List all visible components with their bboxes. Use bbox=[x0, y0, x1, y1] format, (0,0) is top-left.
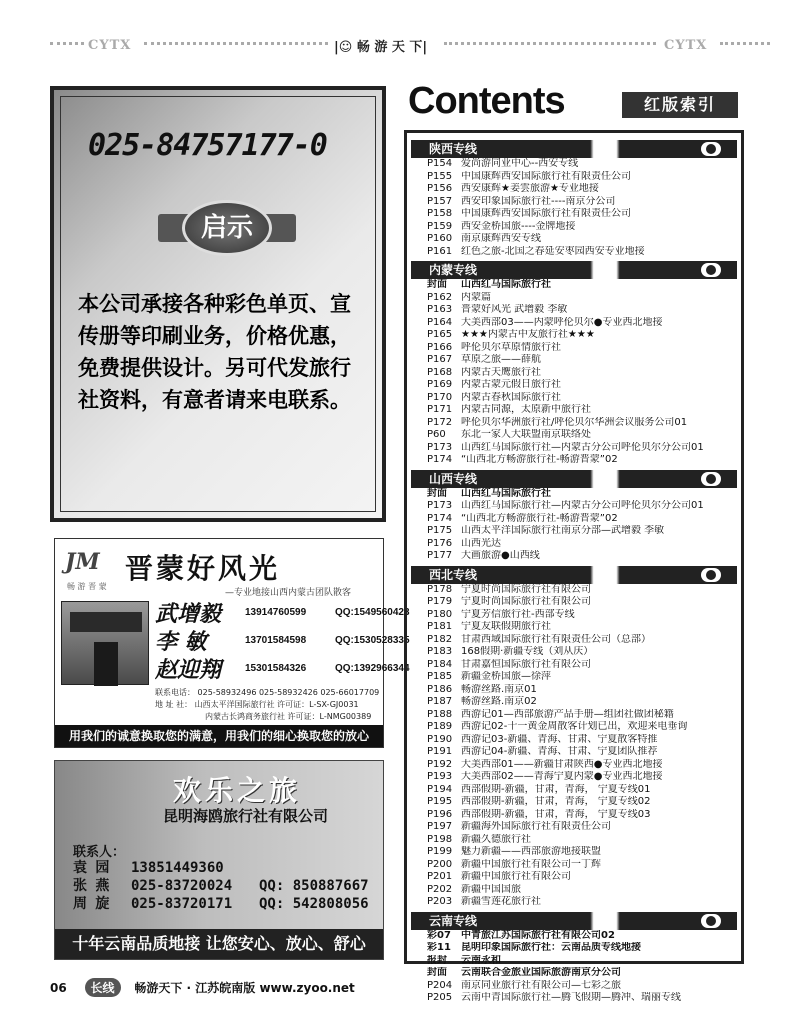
toc-page: P195 bbox=[427, 796, 453, 807]
toc-text: 内蒙古春秋国际旅行社 bbox=[461, 391, 561, 403]
toc-section-title: 云南专线 bbox=[429, 913, 478, 928]
contact-qq: QQ: 542808056 bbox=[259, 896, 369, 912]
toc-entry[interactable] bbox=[411, 233, 737, 246]
toc-text: 西游记01—西部旅游产品手册—组团社做团秘籍 bbox=[461, 708, 674, 720]
toc-page: P202 bbox=[427, 883, 453, 895]
contact-qq: QQ: 850887667 bbox=[259, 878, 369, 894]
contact-phone: 13701584598 bbox=[245, 635, 307, 646]
toc-section-title: 陕西专线 bbox=[429, 142, 478, 156]
contact-qq: QQ:1392966344 bbox=[335, 663, 410, 674]
section-tag: 长线 bbox=[85, 978, 121, 997]
toc-page: P181 bbox=[427, 621, 453, 632]
toc-entry[interactable] bbox=[411, 609, 737, 622]
toc-page: P196 bbox=[427, 808, 453, 820]
toc-page: 彩07 bbox=[427, 929, 451, 941]
contact-name: 袁 园 bbox=[73, 860, 110, 876]
toc-section-title: 山西专线 bbox=[429, 471, 478, 486]
toc-page: P192 bbox=[427, 758, 453, 770]
toc-text: 南京康辉西安专线 bbox=[461, 233, 541, 244]
toc-entry[interactable] bbox=[411, 367, 737, 380]
contact-qq: QQ:1530528335 bbox=[335, 635, 410, 646]
toc-page: P157 bbox=[427, 195, 453, 207]
notice-ribbon bbox=[158, 200, 296, 256]
kunming-contact bbox=[73, 893, 369, 913]
toc-page: P161 bbox=[427, 245, 453, 257]
toc-text: 山西红马国际旅行社 bbox=[461, 279, 551, 290]
toc-entry[interactable] bbox=[411, 208, 737, 221]
jinmeng-subtitle: —专业地接山西内蒙古团队散客 bbox=[225, 588, 352, 598]
toc-page: P160 bbox=[427, 233, 453, 244]
contact-row bbox=[155, 597, 410, 628]
toc-page: P174 bbox=[427, 454, 453, 465]
header-brand-left: CYTX bbox=[88, 38, 132, 53]
contact-name: 周 旋 bbox=[73, 896, 110, 912]
toc-text: 新疆金桥国旅—徐萍 bbox=[461, 671, 551, 682]
toc-text: 爱尚游同业中心--西安专线 bbox=[461, 158, 579, 169]
toc-entry[interactable] bbox=[411, 292, 737, 305]
toc-page: P179 bbox=[427, 596, 453, 607]
photo-door bbox=[94, 642, 118, 686]
toc-entry[interactable] bbox=[411, 896, 737, 909]
contact-phone: 13851449360 bbox=[131, 860, 224, 876]
notice-phone: 025-84757177-0 bbox=[88, 128, 327, 163]
toc-text: 新疆海外国际旅行社有限责任公司 bbox=[461, 821, 611, 832]
toc-text: 西部假期-新疆，甘肃，青海， 宁夏专线01 bbox=[461, 783, 651, 795]
toc-page: P184 bbox=[427, 658, 453, 670]
section-bullet-icon bbox=[701, 142, 721, 156]
page-header bbox=[0, 33, 800, 57]
toc-entry[interactable] bbox=[411, 646, 737, 659]
toc-entry[interactable] bbox=[411, 796, 737, 809]
table-of-contents bbox=[404, 130, 744, 1003]
toc-text: 宁夏时尚国际旅行社有限公司 bbox=[461, 596, 591, 607]
toc-text: 南京同业旅行社有限公司—七彩之旅 bbox=[461, 979, 621, 991]
toc-entry[interactable] bbox=[411, 196, 737, 209]
toc-text: 西安康辉★姜雲旅游★专业地接 bbox=[461, 183, 599, 194]
building-photo bbox=[61, 601, 149, 685]
toc-page: P173 bbox=[427, 500, 453, 511]
toc-page: P171 bbox=[427, 404, 453, 415]
toc-text: 西游记02-十一黄金周散客计划已出，欢迎来电垂询 bbox=[461, 721, 688, 732]
toc-text: 内蒙篇 bbox=[461, 291, 491, 303]
toc-entry[interactable] bbox=[411, 746, 737, 759]
toc-page: P188 bbox=[427, 708, 453, 720]
toc-text: 山西红马国际旅行社—内蒙古分公司呼伦贝尔分公司01 bbox=[461, 441, 704, 453]
toc-text: 云南联合金旅业国际旅游南京分公司 bbox=[461, 967, 621, 978]
toc-entry[interactable] bbox=[411, 671, 737, 684]
toc-entry[interactable] bbox=[411, 884, 737, 897]
toc-entry[interactable] bbox=[411, 709, 737, 722]
toc-text: 宁夏芳信旅行社-西部专线 bbox=[461, 608, 575, 620]
toc-page: 封面 bbox=[427, 967, 447, 978]
toc-text: 呼伦贝尔草原情旅行社 bbox=[461, 341, 561, 353]
toc-text: 内蒙古蒙元假日旅行社 bbox=[461, 379, 561, 390]
contact-qq: QQ:1549560423 bbox=[335, 607, 410, 618]
toc-text: 大美西部01——新疆甘肃陕西●专业西北地接 bbox=[461, 758, 663, 770]
toc-text: 西安印象国际旅行社----南京分公司 bbox=[461, 195, 616, 207]
section-bullet-icon bbox=[701, 914, 721, 928]
toc-entry[interactable] bbox=[411, 930, 737, 943]
kunming-ad bbox=[54, 760, 384, 960]
toc-page: P193 bbox=[427, 771, 453, 782]
toc-text: 西游记04-新疆、青海、甘肃、宁夏团队推荐 bbox=[461, 746, 658, 757]
toc-entry[interactable] bbox=[411, 992, 737, 1005]
toc-entry[interactable] bbox=[411, 596, 737, 609]
toc-entry[interactable] bbox=[411, 550, 737, 563]
toc-page: P154 bbox=[427, 158, 453, 169]
contact-name: 李 敏 bbox=[155, 629, 207, 655]
toc-text: 呼伦贝尔华洲旅行社/呼伦贝尔华洲会议服务公司01 bbox=[461, 416, 688, 428]
contents-title: Contents bbox=[408, 80, 565, 122]
ribbon-label: 启示 bbox=[182, 200, 272, 256]
toc-text: 东北一家人大联盟南京联络处 bbox=[461, 429, 591, 440]
section-bullet-icon bbox=[701, 472, 721, 486]
toc-text: 甘肃嘉恒国际旅行社有限公司 bbox=[461, 658, 591, 670]
toc-page: 封面 bbox=[427, 279, 447, 290]
kunming-title: 欢乐之旅 bbox=[173, 774, 302, 807]
kunming-company: 昆明海鸥旅行社有限公司 bbox=[163, 807, 329, 825]
toc-entry[interactable] bbox=[411, 759, 737, 772]
toc-text: 西安金桥国旅----金牌地接 bbox=[461, 220, 576, 232]
toc-page: 彩11 bbox=[427, 942, 451, 953]
jinmeng-title: 晋蒙好风光 bbox=[125, 552, 281, 585]
toc-text: 畅游丝路.南京01 bbox=[461, 683, 537, 695]
contact-phone: 025-83720024 bbox=[131, 878, 233, 894]
toc-text: 西部假期-新疆，甘肃，青海， 宁夏专线02 bbox=[461, 796, 651, 807]
toc-text: 宁夏友联假期旅行社 bbox=[461, 621, 551, 632]
toc-entry[interactable] bbox=[411, 967, 737, 980]
toc-text: 山西太平洋国际旅行社南京分部—武增毅 李敏 bbox=[461, 525, 665, 536]
contact-phone: 025-83720171 bbox=[131, 896, 233, 912]
kunming-slogan: 十年云南品质地接 让您安心、放心、舒心 bbox=[55, 929, 383, 959]
header-dots-right2 bbox=[720, 42, 770, 45]
page-number: 06 bbox=[50, 981, 67, 995]
jinmeng-banner: 用我们的诚意换取您的满意，用我们的细心换取您的放心 bbox=[55, 725, 383, 747]
toc-text: 宁夏时尚国际旅行社有限公司 bbox=[461, 583, 591, 595]
toc-text: “山西北方畅游旅行社-畅游晋蒙”02 bbox=[461, 512, 618, 524]
header-brand-right: CYTX bbox=[664, 38, 708, 53]
toc-page: P163 bbox=[427, 304, 453, 315]
toc-entry[interactable] bbox=[411, 454, 737, 467]
toc-page: P174 bbox=[427, 512, 453, 524]
toc-text: 畅游丝路.南京02 bbox=[461, 696, 537, 707]
toc-text: 新疆中国旅行社有限公司一丁辉 bbox=[461, 858, 601, 870]
toc-page: P162 bbox=[427, 291, 453, 303]
toc-entry[interactable] bbox=[411, 488, 737, 501]
toc-section-header bbox=[411, 261, 737, 279]
jinmeng-phones: 联系电话： 025-58932496 025-58932426 025-66017709 bbox=[155, 688, 380, 697]
toc-page: P169 bbox=[427, 379, 453, 390]
toc-entry[interactable] bbox=[411, 354, 737, 367]
toc-page: P155 bbox=[427, 170, 453, 182]
toc-text: 中国康辉西安国际旅行社有限责任公司 bbox=[461, 208, 631, 219]
toc-section-title: 内蒙专线 bbox=[429, 263, 478, 277]
toc-entry[interactable] bbox=[411, 834, 737, 847]
toc-page: P186 bbox=[427, 683, 453, 695]
toc-page: P158 bbox=[427, 208, 453, 219]
toc-entry[interactable] bbox=[411, 171, 737, 184]
toc-entry[interactable] bbox=[411, 379, 737, 392]
publication-info: 畅游天下 · 江苏皖南版 www.zyoo.net bbox=[134, 981, 355, 995]
toc-entry[interactable] bbox=[411, 317, 737, 330]
toc-entry[interactable] bbox=[411, 584, 737, 597]
jinmeng-logo: JM bbox=[65, 549, 100, 575]
toc-page: P182 bbox=[427, 633, 453, 645]
toc-entry[interactable] bbox=[411, 955, 737, 968]
toc-entry[interactable] bbox=[411, 846, 737, 859]
toc-text: 内蒙古天鹰旅行社 bbox=[461, 366, 541, 378]
toc-page: P168 bbox=[427, 366, 453, 378]
toc-entry[interactable] bbox=[411, 404, 737, 417]
toc-page: 封面 bbox=[427, 487, 447, 499]
toc-text: 魅力新疆——西部旅游地接联盟 bbox=[461, 846, 601, 857]
toc-entry[interactable] bbox=[411, 634, 737, 647]
toc-entry[interactable] bbox=[411, 821, 737, 834]
header-center-title: |☺ 畅 游 天 下| bbox=[334, 40, 428, 55]
jinmeng-address-2: 内蒙古长鸿商务旅行社 许可证：L-NMG00389 bbox=[205, 712, 372, 721]
toc-text: 大美西部02——青海宁夏内蒙●专业西北地接 bbox=[461, 771, 663, 782]
toc-page: P187 bbox=[427, 696, 453, 707]
toc-page: P164 bbox=[427, 316, 453, 328]
toc-page: P166 bbox=[427, 341, 453, 353]
kunming-contact bbox=[73, 857, 259, 877]
toc-page: P170 bbox=[427, 391, 453, 403]
toc-text: 中国康辉西安国际旅行社有限责任公司 bbox=[461, 170, 631, 182]
toc-text: 云南中青国际旅行社—腾飞假期—腾冲、瑞丽专线 bbox=[461, 992, 681, 1003]
toc-section-header bbox=[411, 140, 737, 158]
toc-page: P177 bbox=[427, 550, 453, 561]
toc-entry[interactable] bbox=[411, 696, 737, 709]
toc-page: P197 bbox=[427, 821, 453, 832]
jinmeng-logo-text: 畅 游 晋 蒙 bbox=[67, 582, 107, 591]
header-dots-left bbox=[50, 42, 84, 45]
toc-entry[interactable] bbox=[411, 500, 737, 513]
toc-entry[interactable] bbox=[411, 721, 737, 734]
toc-text: 云南永和 bbox=[461, 954, 501, 966]
toc-page: P165 bbox=[427, 329, 453, 340]
toc-text: 山西光达 bbox=[461, 537, 501, 549]
toc-text: 新疆雪莲花旅行社 bbox=[461, 896, 541, 907]
toc-entry[interactable] bbox=[411, 342, 737, 355]
toc-entry[interactable] bbox=[411, 158, 737, 171]
toc-page: P204 bbox=[427, 979, 453, 991]
toc-entry[interactable] bbox=[411, 871, 737, 884]
contact-row bbox=[155, 653, 410, 684]
contact-phone: 15301584326 bbox=[245, 663, 307, 674]
kunming-contact bbox=[73, 875, 369, 895]
toc-section-header bbox=[411, 470, 737, 488]
toc-text: 山西红马国际旅行社—内蒙古分公司呼伦贝尔分公司01 bbox=[461, 500, 704, 511]
toc-entry[interactable] bbox=[411, 538, 737, 551]
toc-text: “山西北方畅游旅行社-畅游晋蒙”02 bbox=[461, 454, 618, 465]
toc-page: P190 bbox=[427, 733, 453, 745]
toc-page: P205 bbox=[427, 992, 453, 1003]
toc-page: P200 bbox=[427, 858, 453, 870]
toc-page: P185 bbox=[427, 671, 453, 682]
header-dots-left2 bbox=[144, 42, 328, 45]
header-dots-right bbox=[444, 42, 656, 45]
toc-page: P178 bbox=[427, 583, 453, 595]
notice-ad bbox=[50, 86, 386, 522]
toc-page: P189 bbox=[427, 721, 453, 732]
toc-page: P159 bbox=[427, 220, 453, 232]
contact-name: 赵迎翔 bbox=[155, 657, 222, 683]
toc-page: P167 bbox=[427, 354, 453, 365]
toc-entry[interactable] bbox=[411, 684, 737, 697]
contact-row bbox=[155, 625, 410, 656]
section-bullet-icon bbox=[701, 263, 721, 277]
toc-text: ★★★内蒙古中友旅行社★★★ bbox=[461, 329, 595, 340]
toc-page: P172 bbox=[427, 416, 453, 428]
toc-page: P180 bbox=[427, 608, 453, 620]
toc-text: 中青旅江苏国际旅行社有限公司02 bbox=[461, 929, 615, 941]
toc-section-title: 西北专线 bbox=[429, 567, 478, 582]
toc-entry[interactable] bbox=[411, 525, 737, 538]
toc-entry[interactable] bbox=[411, 329, 737, 342]
toc-entry[interactable] bbox=[411, 304, 737, 317]
toc-section-header bbox=[411, 566, 737, 584]
toc-page: 报封 bbox=[427, 954, 447, 966]
toc-page: P201 bbox=[427, 871, 453, 882]
toc-page: P175 bbox=[427, 525, 453, 536]
contents-index-label: 红版索引 bbox=[622, 92, 738, 118]
toc-entry[interactable] bbox=[411, 784, 737, 797]
section-bullet-icon bbox=[701, 568, 721, 582]
toc-page: P194 bbox=[427, 783, 453, 795]
toc-entry[interactable] bbox=[411, 392, 737, 405]
toc-text: 新疆中国旅行社有限公司 bbox=[461, 871, 571, 882]
notice-body: 本公司承接各种彩色单页、宣传册等印刷业务，价格优惠，免费提供设计。另可代发旅行社资料，有意者请来电联系。 bbox=[78, 292, 351, 412]
toc-text: 晋蒙好风光 武增毅 李敏 bbox=[461, 304, 568, 315]
toc-text: 甘肃西域国际旅行社有限责任公司（总部） bbox=[461, 633, 651, 645]
toc-entry[interactable] bbox=[411, 809, 737, 822]
toc-entry[interactable] bbox=[411, 183, 737, 196]
jinmeng-ad bbox=[54, 538, 410, 748]
toc-page: P176 bbox=[427, 537, 453, 549]
toc-text: 昆明印象国际旅行社：云南品质专线地接 bbox=[461, 942, 641, 953]
toc-page: P203 bbox=[427, 896, 453, 907]
toc-text: 新疆久德旅行社 bbox=[461, 833, 531, 845]
contact-name: 武增毅 bbox=[155, 601, 222, 627]
toc-page: P60 bbox=[427, 429, 446, 440]
toc-text: 西游记03-新疆、青海、甘肃、宁夏散客特推 bbox=[461, 733, 658, 745]
toc-entry[interactable] bbox=[411, 980, 737, 993]
toc-entry[interactable] bbox=[411, 429, 737, 442]
toc-page: P173 bbox=[427, 441, 453, 453]
toc-entry[interactable] bbox=[411, 734, 737, 747]
jinmeng-address-1: 地 址 社： 山西太平洋国际旅行社 许可证：L-SX-GJ0031 bbox=[155, 700, 359, 709]
contact-phone: 13914760599 bbox=[245, 607, 307, 618]
toc-entry[interactable] bbox=[411, 621, 737, 634]
toc-entry[interactable] bbox=[411, 246, 737, 259]
toc-entry[interactable] bbox=[411, 659, 737, 672]
toc-text: 山西红马国际旅行社 bbox=[461, 487, 551, 499]
toc-section-header bbox=[411, 912, 737, 930]
photo-roof bbox=[70, 612, 142, 632]
toc-text: 大美西部03——内蒙呼伦贝尔●专业西北地接 bbox=[461, 316, 663, 328]
toc-text: 内蒙古同源，太原新中旅行社 bbox=[461, 404, 591, 415]
toc-entry[interactable] bbox=[411, 279, 737, 292]
toc-text: 红色之旅-北国之春延安枣园西安专业地接 bbox=[461, 245, 645, 257]
toc-text: 大画旅游●山西线 bbox=[461, 550, 540, 561]
toc-page: P183 bbox=[427, 646, 453, 657]
toc-entry[interactable] bbox=[411, 442, 737, 455]
toc-page: P156 bbox=[427, 183, 453, 194]
contact-label: 联系人： bbox=[73, 845, 126, 860]
toc-entry[interactable] bbox=[411, 417, 737, 430]
toc-entry[interactable] bbox=[411, 221, 737, 234]
toc-text: 168假期·新疆专线（刘从庆） bbox=[461, 646, 594, 657]
toc-text: 新疆中国国旅 bbox=[461, 883, 521, 895]
toc-text: 西部假期-新疆，甘肃，青海， 宁夏专线03 bbox=[461, 808, 651, 820]
toc-entry[interactable] bbox=[411, 859, 737, 872]
toc-entry[interactable] bbox=[411, 771, 737, 784]
toc-entry[interactable] bbox=[411, 942, 737, 955]
toc-page: P198 bbox=[427, 833, 453, 845]
toc-page: P199 bbox=[427, 846, 453, 857]
toc-text: 草原之旅——薛航 bbox=[461, 354, 541, 365]
toc-page: P191 bbox=[427, 746, 453, 757]
toc-entry[interactable] bbox=[411, 513, 737, 526]
contact-name: 张 燕 bbox=[73, 878, 110, 894]
